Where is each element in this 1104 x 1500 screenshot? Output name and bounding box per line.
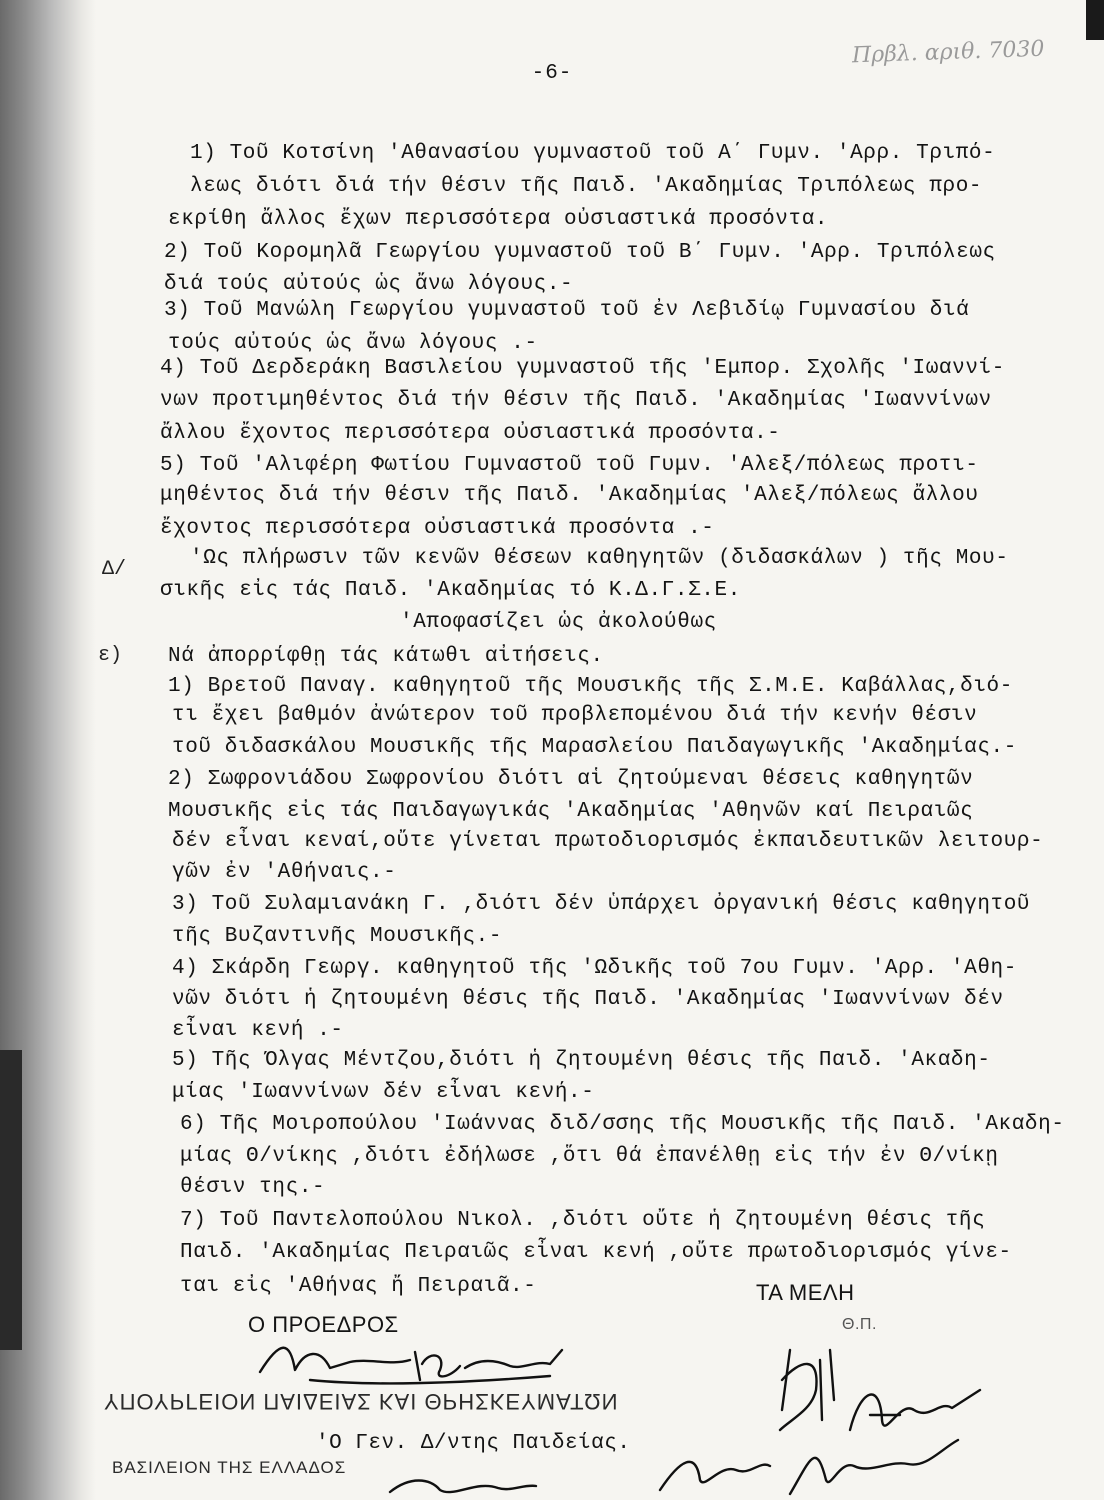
- director-label: 'Ο Γεν. Δ/ντης Παιδείας.: [316, 1432, 631, 1455]
- text-line: 4) Σκάρδη Γεωργ. καθηγητοῦ τῆς 'Ωδικῆς τοῦ 7ου Γυμν. 'Αρρ. 'Αθη-: [172, 957, 1017, 980]
- text-line: ται εἰς 'Αθήνας ἤ Πειραιᾶ.-: [180, 1275, 537, 1298]
- margin-mark: Δ/: [102, 558, 127, 581]
- text-line: 5) Τῆς Όλγας Μέντζου,διότι ἡ ζητουμένη θέσις τῆς Παιδ. 'Ακαδη-: [172, 1049, 991, 1072]
- text-line: 4) Τοῦ Δερδεράκη Βασιλείου γυμναστοῦ τῆς 'Εμπορ. Σχολῆς 'Ιωαννί-: [160, 357, 1005, 380]
- text-line: 7) Τοῦ Παντελοπούλου Νικολ. ,διότι οὔτε ἡ ζητουμένη θέσις τῆς: [180, 1209, 986, 1232]
- text-line: μηθέντος διά τήν θέσιν τῆς Παιδ. 'Ακαδημίας 'Αλεξ/πόλεως ἄλλου: [160, 484, 979, 507]
- text-line: 1) Βρετοῦ Παναγ. καθηγητοῦ τῆς Μουσικῆς τῆς Σ.Μ.Ε. Καβάλλας,διό-: [168, 675, 1013, 698]
- margin-mark: ε): [98, 644, 123, 667]
- text-line: 1) Τοῦ Κοτσίνη 'Αθανασίου γυμναστοῦ τοῦ Α΄ Γυμν. 'Αρρ. Τριπό-: [190, 142, 996, 165]
- text-line: εἶναι κενή .-: [172, 1019, 344, 1042]
- text-line: 'Αποφασίζει ὡς ἀκολούθως: [400, 611, 717, 634]
- text-line: 5) Τοῦ 'Αλιφέρη Φωτίου Γυμναστοῦ τοῦ Γυμν. 'Αλεξ/πόλεως προτι-: [160, 454, 979, 477]
- text-line: Μουσικῆς εἰς τάς Παιδαγωγικάς 'Ακαδημίας 'Αθηνῶν καί Πειραιῶς: [168, 800, 974, 823]
- ministry-stamp-mirrored: ΥΠΟΥΡΓΕΙΟΝ ΠΑΙΔΕΙΑΣ ΚΑΙ ΘΡΗΣΚΕΥΜΑΤΩΝ: [104, 1389, 619, 1414]
- text-line: μίας 'Ιωαννίνων δέν εἶναι κενή.-: [172, 1081, 595, 1104]
- president-label: Ο ΠΡΟΕΔΡΟΣ: [248, 1312, 399, 1337]
- president-signature: [250, 1330, 570, 1390]
- text-line: τῆς Βυζαντινῆς Μουσικῆς.-: [172, 925, 503, 948]
- text-line: Παιδ. 'Ακαδημίας Πειραιῶς εἶναι κενή ,οὔτε πρωτοδιορισμός γίνε-: [180, 1241, 1012, 1264]
- text-line: τούς αὐτούς ὡς ἄνω λόγους .-: [168, 332, 538, 355]
- text-line: θέσιν της.-: [180, 1176, 326, 1199]
- text-line: 2) Σωφρονιάδου Σωφρονίου διότι αἱ ζητούμεναι θέσεις καθηγητῶν: [168, 768, 974, 791]
- corner-handwritten-note: Πρβλ. αριθ. 7030: [851, 36, 1045, 69]
- text-line: εκρίθη ἄλλος ἔχων περισσότερα οὐσιαστικά προσόντα.: [168, 208, 829, 231]
- member-signature-3: [640, 1420, 970, 1500]
- text-line: 3) Τοῦ Συλαμιανάκη Γ. ,διότι δέν ὑπάρχει ὀργανική θέσις καθηγητοῦ: [172, 893, 1031, 916]
- text-line: μίας Θ/νίκης ,διότι ἐδήλωσε ,ὅτι θά ἐπανέλθῃ εἰς τήν ἐν Θ/νίκῃ: [180, 1145, 999, 1168]
- text-line: 3) Τοῦ Μανώλη Γεωργίου γυμναστοῦ τοῦ ἐν Λεβιδίῳ Γυμνασίου διά: [164, 299, 970, 322]
- text-line: Νά ἀπορρίφθῃ τάς κάτωθι αἰτήσεις.: [168, 645, 604, 668]
- page-number: -6-: [531, 62, 573, 85]
- text-line: διά τούς αὐτούς ὡς ἄνω λόγους.-: [164, 273, 574, 296]
- text-line: 2) Τοῦ Κορομηλᾶ Γεωργίου γυμναστοῦ τοῦ Β΄ Γυμν. 'Αρρ. Τριπόλεως: [164, 241, 996, 264]
- members-initials: Θ.Π.: [842, 1316, 877, 1333]
- text-line: ἔχοντος περισσότερα οὐσιαστικά προσόντα .-: [160, 517, 715, 540]
- bottom-signature: [380, 1470, 540, 1500]
- text-line: ἄλλου ἔχοντος περισσότερα οὐσιαστικά προσόντα.-: [160, 422, 781, 445]
- text-line: λεως διότι διά τήν θέσιν τῆς Παιδ. 'Ακαδημίας Τριπόλεως προ-: [190, 175, 983, 198]
- text-line: δέν εἶναι κεναί,οὔτε γίνεται πρωτοδιορισμός ἐκπαιδευτικῶν λειτουρ-: [172, 830, 1044, 853]
- text-line: γῶν ἐν 'Αθήναις.-: [172, 861, 397, 884]
- text-line: 'Ως πλήρωσιν τῶν κενῶν θέσεων καθηγητῶν (διδασκάλων ) τῆς Μου-: [190, 547, 1009, 570]
- text-line: 6) Τῆς Μοιροπούλου 'Ιωάννας διδ/σσης τῆς Μουσικῆς τῆς Παιδ. 'Ακαδη-: [180, 1113, 1065, 1136]
- text-line: νῶν διότι ἡ ζητουμένη θέσις τῆς Παιδ. 'Ακαδημίας 'Ιωαννίνων δέν: [172, 988, 1004, 1011]
- text-line: τι ἔχει βαθμόν ἀνώτερον τοῦ προβλεπομένου διά τήν κενήν θέσιν: [172, 704, 978, 727]
- kingdom-stamp: ΒΑΣΙΛΕΙΟΝ ΤΗΣ ΕΛΛΑΔΟΣ: [112, 1458, 347, 1477]
- members-label: ΤΑ ΜΕΛΗ: [756, 1280, 855, 1305]
- text-line: σικῆς εἰς τάς Παιδ. 'Ακαδημίας τό Κ.Δ.Γ.Σ.Ε.: [160, 579, 741, 602]
- text-line: νων προτιμηθέντος διά τήν θέσιν τῆς Παιδ. 'Ακαδημίας 'Ιωαννίνων: [160, 389, 992, 412]
- text-line: τοῦ διδασκάλου Μουσικῆς τῆς Μαρασλείου Παιδαγωγικῆς 'Ακαδημίας.-: [172, 736, 1017, 759]
